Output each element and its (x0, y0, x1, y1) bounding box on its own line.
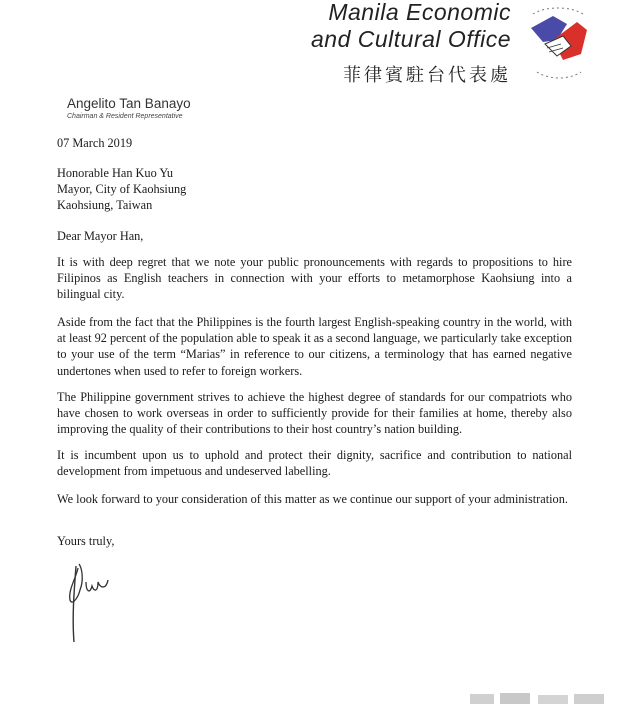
body-paragraph: It is incumbent upon us to uphold and protect their dignity, sacrifice and contribution to national development from impetuous and undeserved labelling. (57, 448, 572, 479)
closing: Yours truly, (57, 534, 115, 548)
body-paragraph: It is with deep regret that we note your public pronouncements with regards to propositions to hire Filipinos as English teachers in connection with your efforts to metamorphose Kaohsiung into a bilingual city. (57, 255, 572, 302)
org-name-chinese: 菲律賓駐台代表處 (343, 65, 511, 86)
salutation: Dear Mayor Han, (57, 229, 144, 243)
signer-title: Chairman & Resident Representative (67, 113, 183, 120)
recipient-name: Honorable Han Kuo Yu (57, 166, 173, 180)
org-name-line2: and Cultural Office (311, 26, 511, 52)
recipient-title: Mayor, City of Kaohsiung (57, 182, 187, 196)
letter-date: 07 March 2019 (57, 136, 133, 150)
body-paragraph: Aside from the fact that the Philippines is the fourth largest English-speaking country in the world, with at least 92 percent of the population able to speak it as a second language, we particularly take exception to your use of the term “Marias” in reference to our citizens, a terminology that has earned negative undertones when used to refer to foreign workers. (57, 315, 572, 378)
recipient-location: Kaohsiung, Taiwan (57, 198, 153, 212)
meco-logo-icon (523, 0, 595, 86)
signature (62, 548, 132, 644)
body-paragraph: We look forward to your consideration of this matter as we continue our support of your administration. (57, 492, 568, 506)
signer-name: Angelito Tan Banayo (67, 96, 191, 111)
body-paragraph: The Philippine government strives to achieve the highest degree of standards for our compatriots who have chosen to work overseas in order to sufficiently provide for their families at home, thereby also improving the quality of their contributions to their host country’s nation building. (57, 390, 572, 437)
org-name-line1: Manila Economic (328, 0, 511, 25)
watermark-smudge (470, 690, 610, 705)
